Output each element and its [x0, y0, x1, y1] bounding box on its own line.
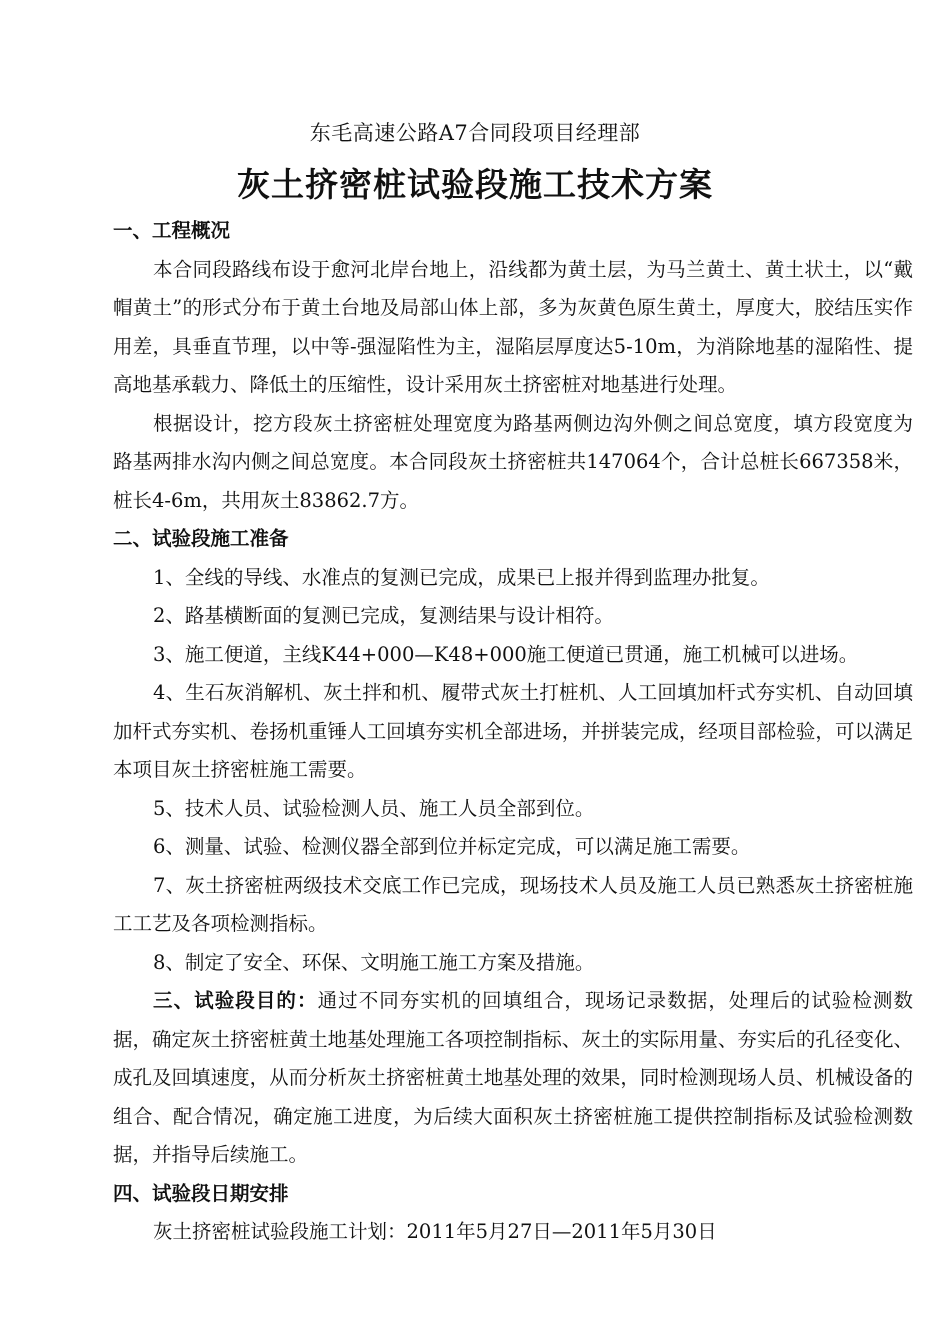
list-item: 6、测量、试验、检测仪器全部到位并标定完成，可以满足施工需要。 — [153, 835, 751, 858]
organization-name: 东毛高速公路A7合同段项目经理部 — [309, 121, 641, 145]
list-item: 4、生石灰消解机、灰土拌和机、履带式灰土打桩机、人工回填加杆式夯实机、自动回填加杆式夯实机、卷扬机重锤人工回填夯实机全部进场，并拼装完成，经项目部检验，可以满足本项目灰土挤密桩施工需要。 — [113, 681, 913, 781]
paragraph-overview-2: 根据设计，挖方段灰土挤密桩处理宽度为路基两侧边沟外侧之间总宽度，填方段宽度为路基两排水沟内侧之间总宽度。本合同段灰土挤密桩共147064个，合计总桩长667358米，桩长4-6m，共用灰土83862.7方。 — [113, 411, 913, 512]
list-item: 2、路基横断面的复测已完成，复测结果与设计相符。 — [153, 604, 614, 627]
list-item: 1、全线的导线、水准点的复测已完成，成果已上报并得到监理办批复。 — [153, 565, 770, 589]
section-heading-schedule: 四、试验段日期安排 — [113, 1181, 289, 1205]
section-heading-overview: 一、工程概况 — [113, 219, 231, 242]
document-title: 灰土挤密桩试验段施工技术方案 — [237, 165, 713, 204]
document-body — [113, 212, 913, 1252]
paragraph-purpose — [113, 982, 913, 1175]
purpose-text: 通过不同夯实机的回填组合，现场记录数据，处理后的试验检测数据，确定灰土挤密桩黄土地基处理施工各项控制指标、灰土的实际用量、夯实后的孔径变化、成孔及回填速度，从而分析灰土挤密桩黄土地基处理的效果，同时检测现场人员、机械设备的组合、配合情况，确定施工进度，为后续大面积灰土挤密桩施工提供控制指标及试验检测数据，并指导后续施工。 — [113, 989, 913, 1166]
list-item: 8、制定了安全、环保、文明施工施工方案及措施。 — [153, 950, 595, 974]
section-heading-preparation: 二、试验段施工准备 — [113, 527, 289, 550]
section-heading-purpose: 三、试验段目的： — [153, 989, 318, 1012]
list-item: 5、技术人员、试验检测人员、施工人员全部到位。 — [153, 796, 595, 820]
list-item: 3、施工便道，主线K44+000—K48+000施工便道已贯通，施工机械可以进场。 — [153, 642, 859, 666]
paragraph-schedule: 灰土挤密桩试验段施工计划：2011年5月27日—2011年5月30日 — [153, 1220, 717, 1243]
paragraph-overview-1: 本合同段路线布设于愈河北岸台地上，沿线都为黄土层，为马兰黄土、黄土状土，以“戴帽黄土”的形式分布于黄土台地及局部山体上部，多为灰黄色原生黄土，厚度大，胶结压实作用差，具垂直节理，以中等-强湿陷性为主，湿陷层厚度达5-10m，为消除地基的湿陷性、提高地基承载力、降低土的压缩性，设计采用灰土挤密桩对地基进行处理。 — [113, 257, 913, 396]
list-item: 7、灰土挤密桩两级技术交底工作已完成，现场技术人员及施工人员已熟悉灰土挤密桩施工工艺及各项检测指标。 — [113, 873, 913, 935]
